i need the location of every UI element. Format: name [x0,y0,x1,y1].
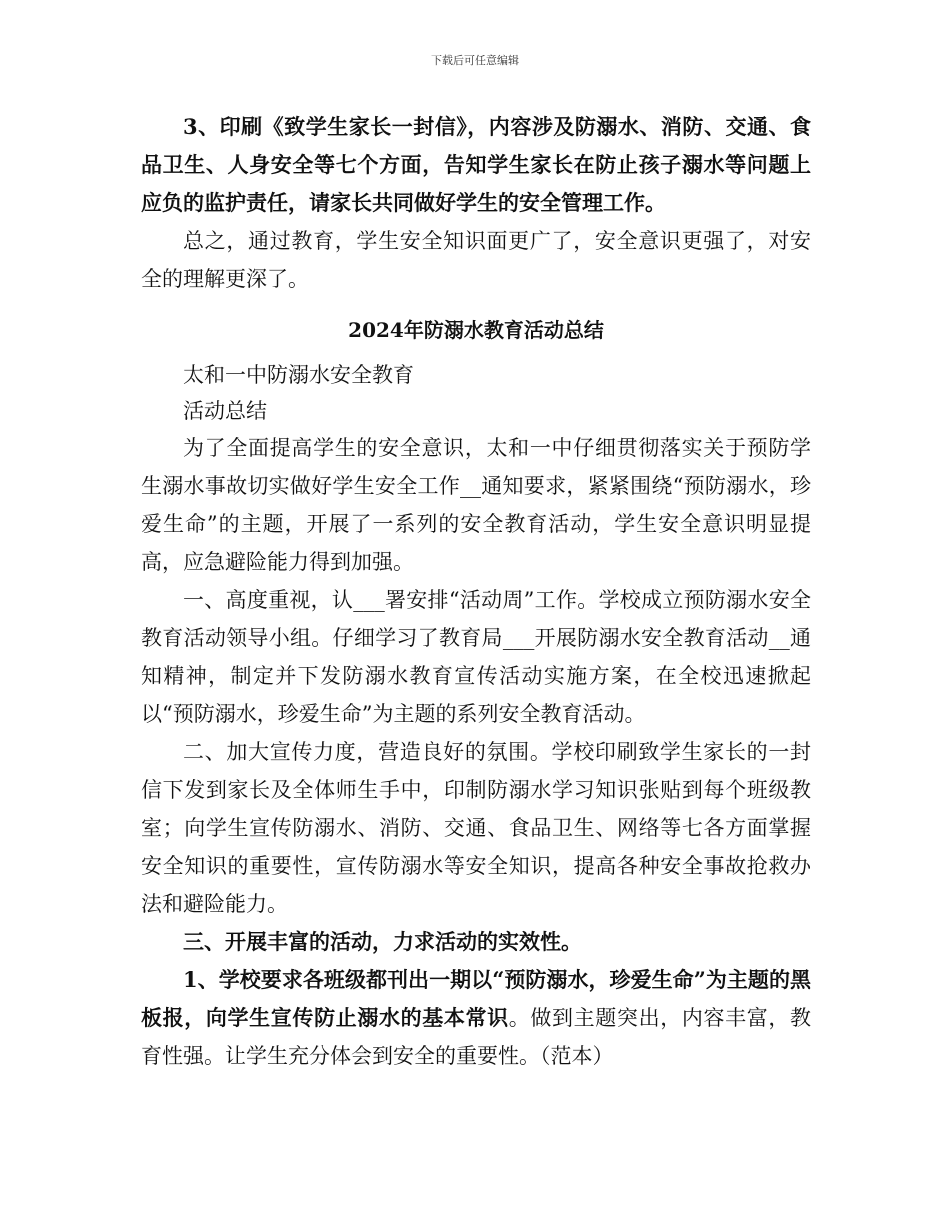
paragraph-blackboard [141,961,811,1075]
subtitle-school: 太和一中防溺水安全教育 [183,363,414,387]
paragraph-summary: 总之，通过教育，学生安全知识面更广了，安全意识更强了，对安全的理解更深了。 [141,229,811,291]
paragraph-section-1: 一、高度重视，认___署安排“活动周”工作。学校成立预防溺水安全教育活动领导小组。仔细学习了教育局___开展防溺水安全教育活动__通知精神，制定并下发防溺水教育宣传活动实施方案，在全校迅速掀起以“预防溺水，珍爱生命”为主题的系列安全教育活动。 [141,588,811,726]
paragraph-section-3-heading: 三、开展丰富的活动，力求活动的实效性。 [183,929,582,954]
blackboard-bold-text: 1、学校要求各班级都刊出一期以“预防溺水，珍爱生命”为主题的黑板报，向学生宣传防止溺水的基本常识 [141,967,811,1030]
page-header: 下载后可任意编辑 [431,54,519,67]
document-body [141,108,811,1075]
subtitle-summary: 活动总结 [183,399,267,423]
paragraph-section-2: 二、加大宣传力度，营造良好的氛围。学校印刷致学生家长的一封信下发到家长及全体师生手中，印制防溺水学习知识张贴到每个班级教室；向学生宣传防溺水、消防、交通、食品卫生、网络等七各方面掌握安全知识的重要性，宣传防溺水等安全知识，提高各种安全事故抢救办法和避险能力。 [141,740,811,916]
section-title: 2024年防溺水教育活动总结 [348,318,604,342]
paragraph-leaflet: 3、印刷《致学生家长一封信》，内容涉及防溺水、消防、交通、食品卫生、人身安全等七个方面，告知学生家长在防止孩子溺水等问题上应负的监护责任，请家长共同做好学生的安全管理工作。 [141,114,811,215]
paragraph-intro: 为了全面提高学生的安全意识，太和一中仔细贯彻落实关于预防学生溺水事故切实做好学生安全工作__通知要求，紧紧围绕“预防溺水，珍爱生命”的主题，开展了一系列的安全教育活动，学生安全意识明显提高，应急避险能力得到加强。 [141,436,811,574]
blackboard-rest-text: 。做到主题突出，内容丰富，教育性强。让学生充分体会到安全的重要性。（范本） [141,1006,811,1068]
